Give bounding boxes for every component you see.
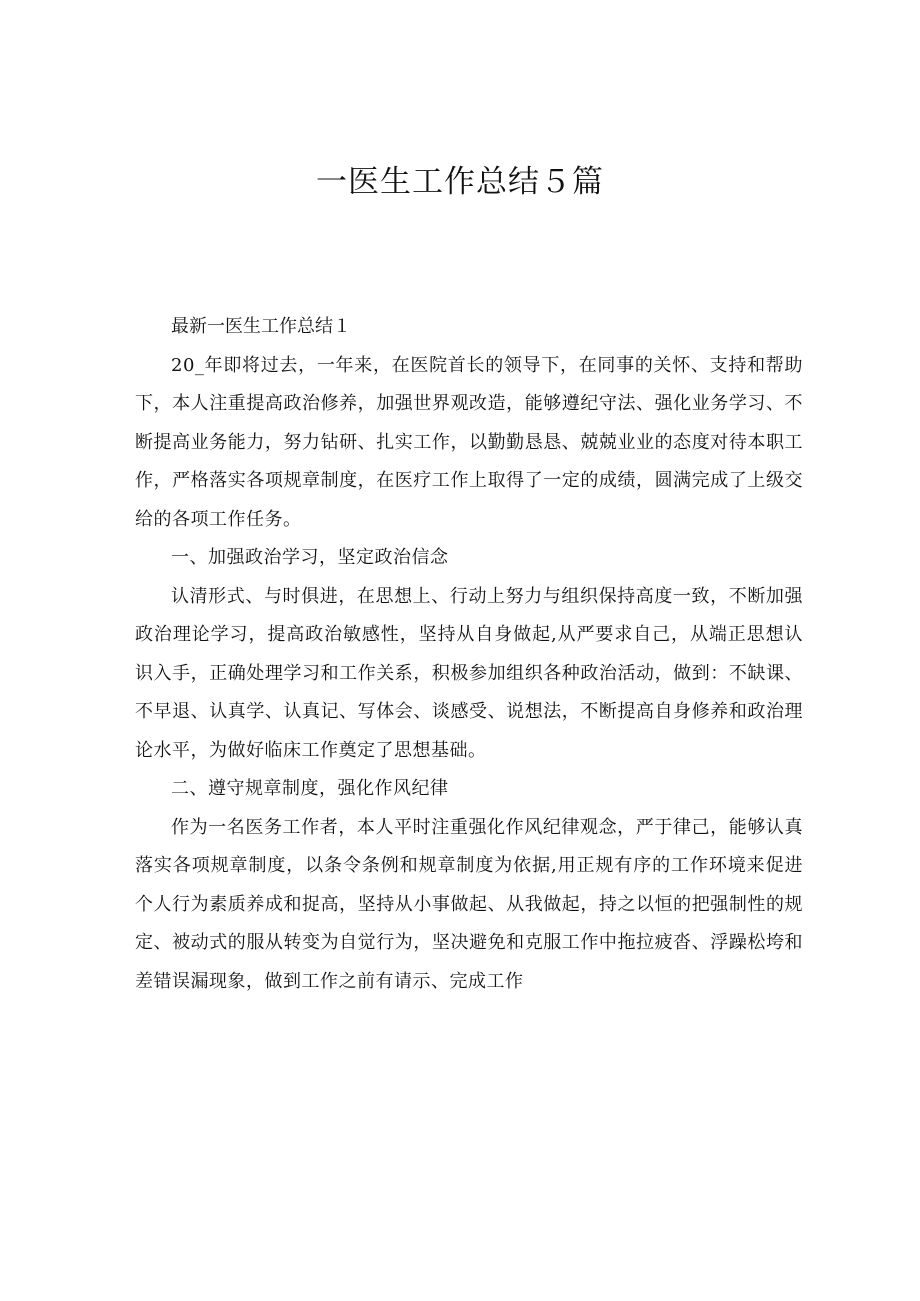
intro-paragraph: 20_年即将过去，一年来，在医院首长的领导下，在同事的关怀、支持和帮助下，本人注重提高政治修养，加强世界观改造，能够遵纪守法、强化业务学习、不断提高业务能力，努力钻研、扎实工作，以勤勤恳恳、兢兢业业的态度对待本职工作，严格落实各项规章制度，在医疗工作上取得了一定的成绩，圆满完成了上级交给的各项工作任务。	[135, 354, 803, 530]
section-paragraph-2: 作为一名医务工作者，本人平时注重强化作风纪律观念，严于律己，能够认真落实各项规章制度，以条令条例和规章制度为依据,用正规有序的工作环境来促进个人行为素质养成和捉高，坚持从小事做起、从我做起，持之以恒的把强制性的规定、被动式的服从转变为自觉行为，坚决避免和克服工作中拖拉疲沓、浮躁松垮和差错误漏现象，做到工作之前有请示、完成工作	[135, 816, 803, 992]
section-subtitle: 最新一医生工作总结１	[171, 316, 351, 337]
section-heading-1: 一、加强政治学习，坚定政治信念	[171, 547, 449, 568]
section-heading-2: 二、遵守规章制度，强化作风纪律	[171, 778, 449, 799]
section-paragraph-1: 认清形式、与时俱进，在思想上、行动上努力与组织保持高度一致，不断加强政治理论学习，提高政治敏感性，坚持从自身做起,从严要求自己，从端正思想认识入手，正确处理学习和工作关系，积极参加组织各种政治活动，做到：不缺课、不早退、认真学、认真记、写体会、谈感受、说想法，不断提高自身修养和政治理论水平，为做好临床工作奠定了思想基础。	[135, 585, 803, 761]
document-title: 一医生工作总结５篇	[316, 164, 604, 200]
document-body	[135, 308, 803, 1001]
